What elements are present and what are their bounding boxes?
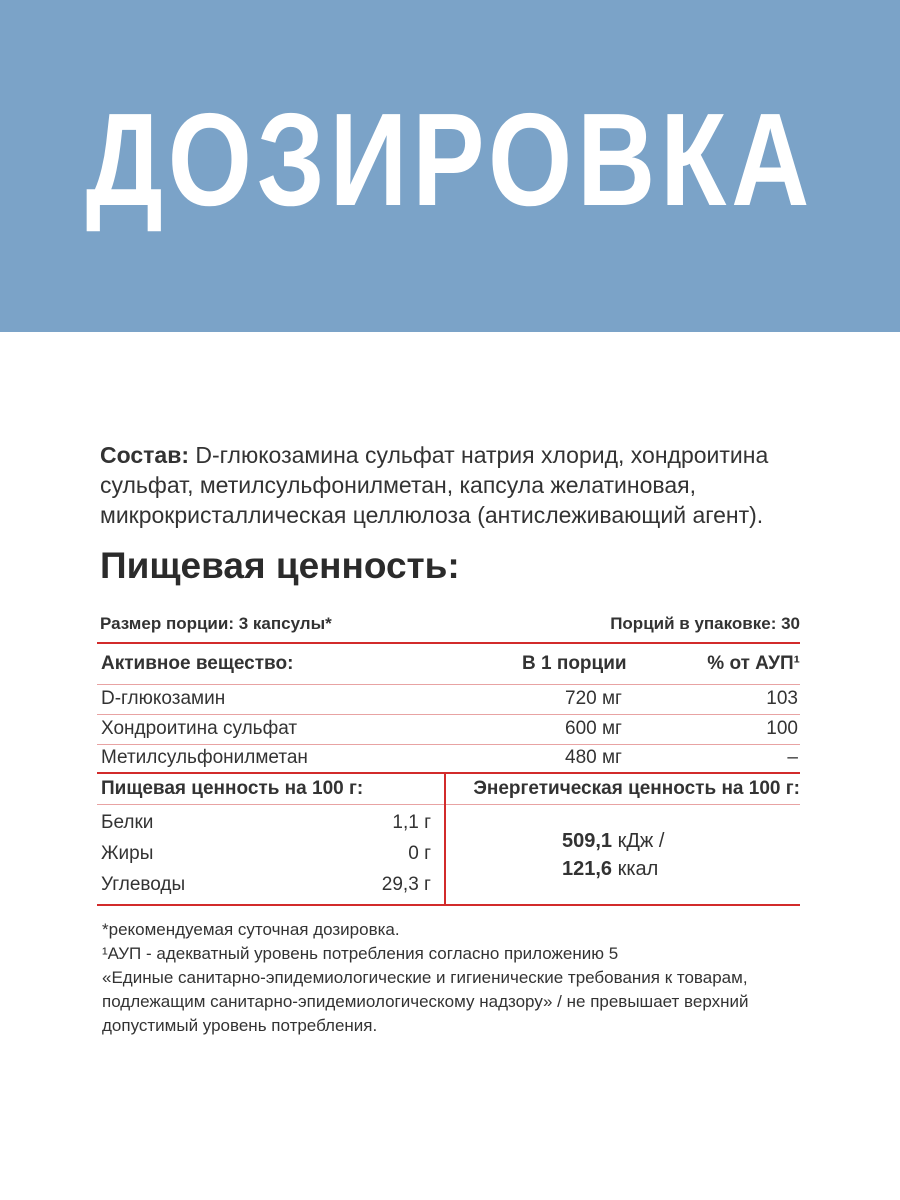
nutrition-title: Пищевая ценность: (100, 545, 460, 586)
table-row-name: Метилсульфонилметан (101, 747, 308, 768)
header-banner (0, 0, 900, 332)
header-percent: % от АУП¹ (707, 653, 800, 674)
energy-value (562, 827, 664, 883)
footnote-line: «Единые санитарно-эпидемиологические и гигиенические требования к товарам, (102, 968, 748, 987)
footnote-line: *рекомендуемая суточная дозировка. (102, 920, 400, 939)
table-row-percent: 103 (766, 688, 798, 709)
row-divider (97, 684, 800, 685)
table-bottom-rule (97, 904, 800, 906)
row-divider (97, 804, 800, 805)
macro-value: 29,3 г (381, 874, 431, 895)
macro-name: Углеводы (101, 874, 186, 895)
energy-kj-value: 509,1 (562, 830, 613, 852)
row-divider (97, 744, 800, 745)
table-top-rule (97, 642, 800, 644)
footnote-line: подлежащим санитарно-эпидемиологическому надзору» / не превышает верхний (102, 992, 749, 1011)
macro-name: Жиры (101, 843, 154, 864)
nutrition-table (97, 642, 800, 906)
composition-paragraph (100, 440, 820, 530)
per100-header: Пищевая ценность на 100 г: (101, 778, 364, 799)
footnote-line: ¹АУП - адекватный уровень потребления согласно приложению 5 (102, 944, 619, 963)
energy-header: Энергетическая ценность на 100 г: (473, 778, 800, 799)
macro-value: 0 г (408, 843, 431, 864)
table-row-amount: 720 мг (565, 688, 622, 709)
servings-per-pack: Порций в упаковке: 30 (610, 614, 800, 633)
table-row-name: D-глюкозамин (101, 688, 226, 709)
row-divider (97, 714, 800, 715)
table-row-percent: – (787, 747, 798, 768)
section-rule (97, 772, 800, 774)
composition-label: Состав: (100, 442, 190, 468)
table-row-amount: 600 мг (565, 718, 622, 739)
energy-kcal-value: 121,6 (562, 858, 613, 880)
table-row-name: Хондроитина сульфат (101, 718, 298, 739)
header-per-serving: В 1 порции (522, 653, 627, 674)
serving-size: Размер порции: 3 капсулы* (100, 614, 332, 633)
column-divider (444, 772, 446, 904)
serving-info (100, 614, 800, 638)
macro-name: Белки (101, 812, 154, 833)
energy-kj-unit: кДж / (612, 830, 665, 852)
energy-kcal-unit: ккал (612, 858, 659, 880)
table-row-amount: 480 мг (565, 747, 622, 768)
page-title: ДОЗИРОВКА (85, 86, 815, 233)
macro-value: 1,1 г (392, 812, 431, 833)
table-row-percent: 100 (766, 718, 798, 739)
footnote-line: допустимый уровень потребления. (102, 1016, 378, 1035)
header-substance: Активное вещество: (101, 653, 294, 674)
footnotes (102, 918, 822, 1038)
composition-text: D-глюкозамина сульфат натрия хлорид, хондроитина сульфат, метилсульфонилметан, капсула желатиновая, микрокристаллическая целлюлоза (антислеживающий агент). (100, 442, 769, 528)
